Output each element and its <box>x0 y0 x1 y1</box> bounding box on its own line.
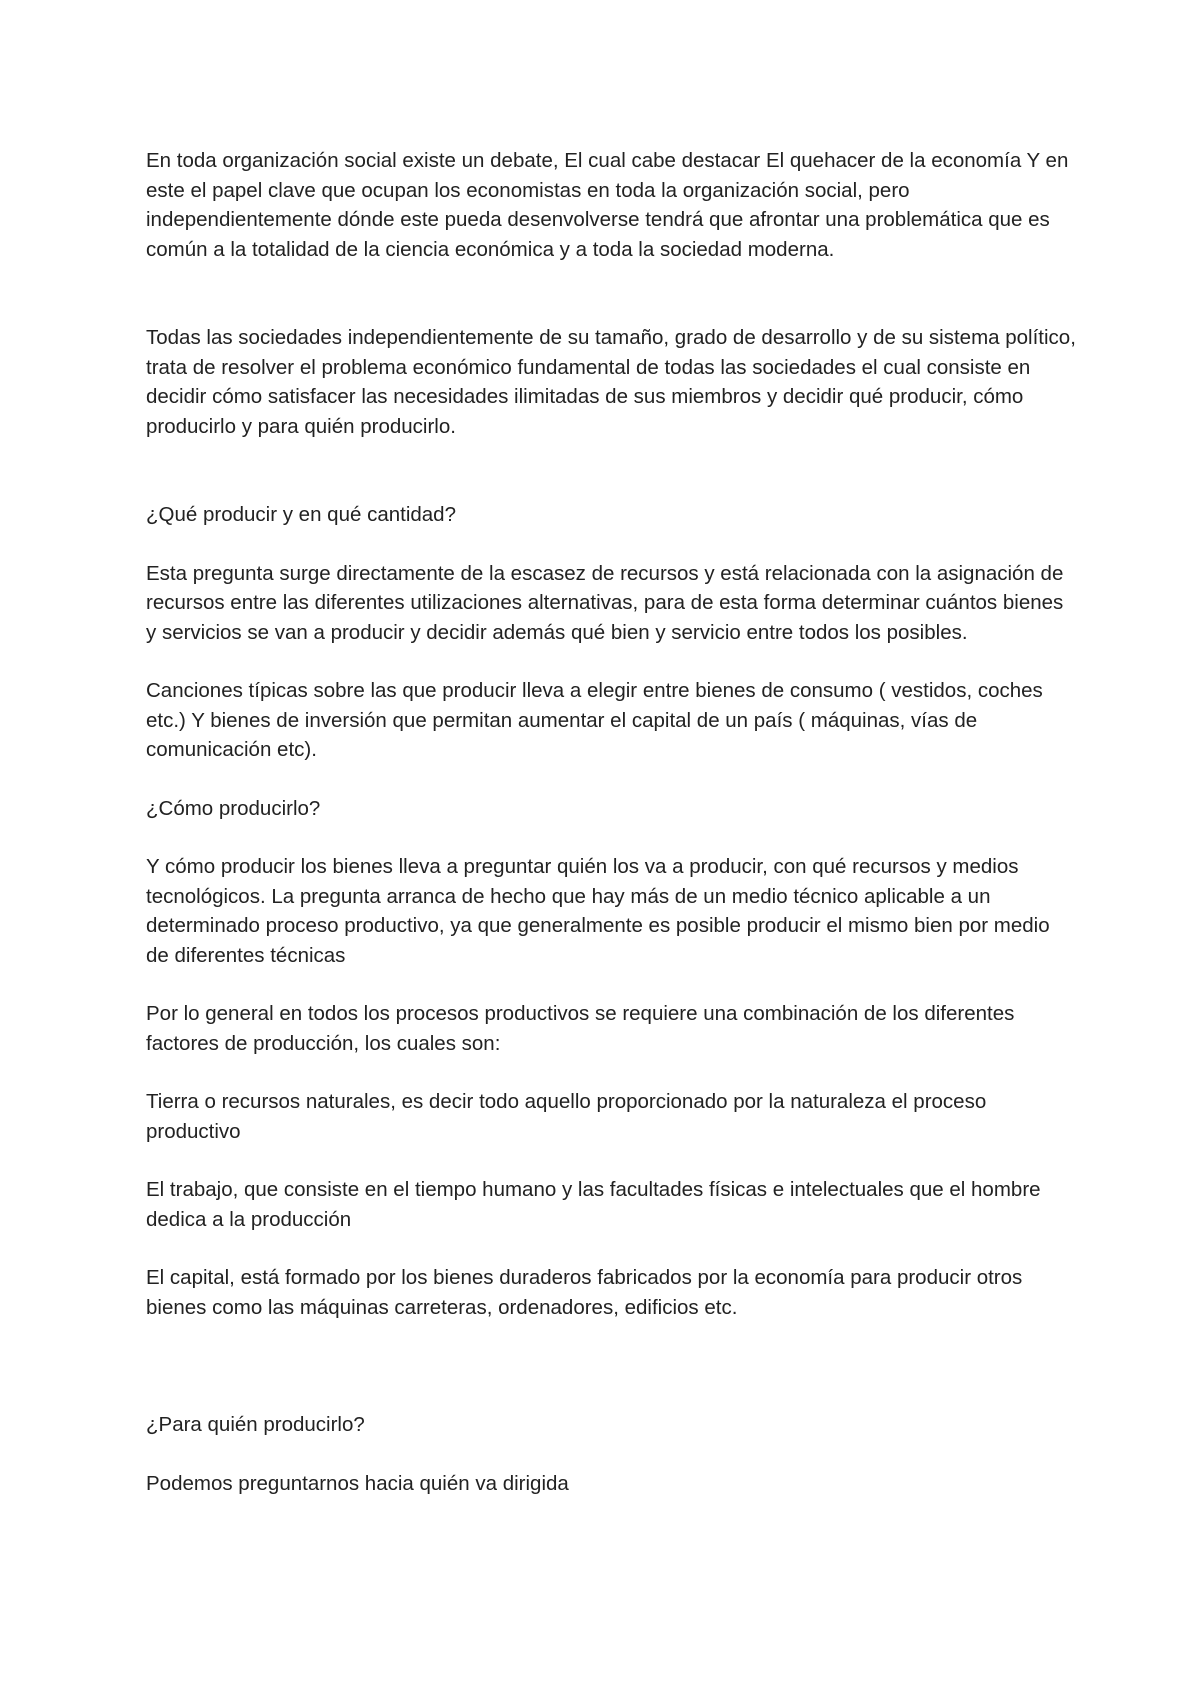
heading-como-producirlo: ¿Cómo producirlo? <box>146 796 321 820</box>
paragraph-escasez: Esta pregunta surge directamente de la escasez de recursos y está relacionada con la asignación de recursos entre las diferentes utilizaciones alternativas, para de esta forma determinar cuántos bienes y servicios se van a producir y decidir además qué bien y servicio entre todos los posibles. <box>146 561 1064 644</box>
paragraph-factores: Por lo general en todos los procesos productivos se requiere una combinación de los diferentes factores de producción, los cuales son: <box>146 1002 1015 1055</box>
paragraph-capital: El capital, está formado por los bienes duraderos fabricados por la economía para producir otros bienes como las máquinas carreteras, ordenadores, edificios etc. <box>146 1266 1023 1319</box>
paragraph-tierra: Tierra o recursos naturales, es decir todo aquello proporcionado por la naturaleza el proceso productivo <box>146 1090 987 1143</box>
paragraph-intro: En toda organización social existe un debate, El cual cabe destacar El quehacer de la economía Y en este el papel clave que ocupan los economistas en toda la organización social, pero independientemente dónde este pueda desenvolverse tendrá que afrontar una problemática que es común a la totalidad de la ciencia económica y a toda la sociedad moderna. <box>146 149 1069 261</box>
paragraph-bienes-consumo: Canciones típicas sobre las que producir lleva a elegir entre bienes de consumo ( vestidos, coches etc.) Y bienes de inversión que permitan aumentar el capital de un país ( máquinas, vías de comunicación etc). <box>146 679 1043 761</box>
paragraph-trabajo: El trabajo, que consiste en el tiempo humano y las facultades físicas e intelectuales que el hombre dedica a la producción <box>146 1178 1041 1231</box>
paragraph-societies: Todas las sociedades independientemente de su tamaño, grado de desarrollo y de su sistema político, trata de resolver el problema económico fundamental de todas las sociedades el cual consiste en decidir cómo satisfacer las necesidades ilimitadas de sus miembros y decidir qué producir, cómo producirlo y para quién producirlo. <box>146 326 1076 438</box>
heading-para-quien: ¿Para quién producirlo? <box>146 1413 365 1436</box>
heading-que-producir: ¿Qué producir y en qué cantidad? <box>146 503 456 526</box>
paragraph-como-producir: Y cómo producir los bienes lleva a preguntar quién los va a producir, con qué recursos y medios tecnológicos. La pregunta arranca de hecho que hay más de un medio técnico aplicable a un determinado proceso productivo, ya que generalmente es posible producir el mismo bien por medio de diferentes técnicas <box>146 855 1050 967</box>
paragraph-dirigida: Podemos preguntarnos hacia quién va dirigida <box>146 1471 569 1495</box>
document-body <box>146 146 1076 1498</box>
